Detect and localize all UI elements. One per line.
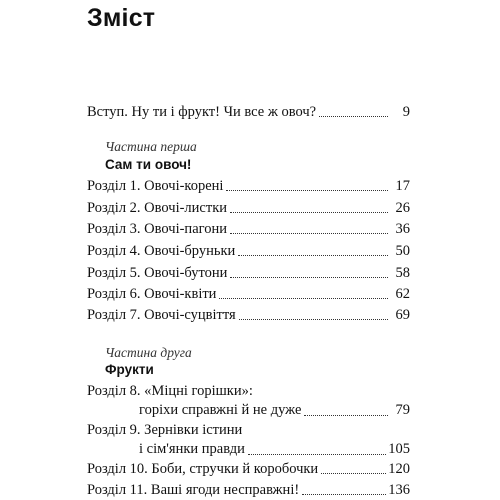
chapter-label: Розділ 2. Овочі-листки bbox=[87, 200, 228, 216]
chapter-label: Розділ 4. Овочі-бруньки bbox=[87, 243, 236, 259]
intro-text: Ну ти і фрукт! Чи все ж овоч? bbox=[131, 104, 317, 120]
page-number: 69 bbox=[395, 307, 410, 323]
leader-dots bbox=[248, 454, 386, 455]
page-number: 50 bbox=[395, 243, 410, 259]
toc-entry-chapter-4[interactable] bbox=[87, 243, 410, 260]
toc-entry-chapter-10[interactable] bbox=[87, 461, 410, 478]
toc-entry-chapter-11[interactable] bbox=[87, 482, 410, 499]
toc-entry-chapter-9[interactable] bbox=[87, 421, 410, 459]
page-title: Зміст bbox=[87, 4, 156, 32]
leader-dots bbox=[226, 190, 388, 191]
page-number: 26 bbox=[395, 200, 410, 216]
page-number: 105 bbox=[388, 441, 410, 457]
toc-entry-chapter-5[interactable] bbox=[87, 265, 410, 282]
page-number: 58 bbox=[395, 265, 410, 281]
chapter-label-continued: і сім'янки правди bbox=[139, 441, 245, 457]
page-number: 62 bbox=[395, 286, 410, 302]
toc-entry-chapter-8[interactable] bbox=[87, 382, 410, 420]
leader-dots bbox=[230, 277, 388, 278]
intro-label: Вступ. bbox=[87, 104, 128, 120]
chapter-label: Розділ 9. Зернівки істини bbox=[87, 422, 243, 438]
part-two-label: Частина друга bbox=[105, 345, 192, 360]
chapter-label: Розділ 10. Боби, стручки й коробочки bbox=[87, 461, 319, 477]
toc-entry-chapter-2[interactable] bbox=[87, 200, 410, 217]
chapter-label: Розділ 1. Овочі-корені bbox=[87, 178, 224, 194]
page-number: 17 bbox=[395, 178, 410, 194]
part-one-label: Частина перша bbox=[105, 139, 197, 154]
leader-dots bbox=[239, 319, 388, 320]
page-number: 36 bbox=[395, 221, 410, 237]
part-two-title: Фрукти bbox=[105, 362, 154, 377]
leader-dots bbox=[302, 494, 386, 495]
leader-dots bbox=[304, 415, 388, 416]
page-number: 136 bbox=[388, 482, 410, 498]
chapter-label: Розділ 8. «Міцні горішки»: bbox=[87, 383, 253, 399]
leader-dots bbox=[321, 473, 386, 474]
page-number: 9 bbox=[402, 104, 410, 120]
leader-dots bbox=[219, 298, 388, 299]
chapter-label: Розділ 11. Ваші ягоди несправжні! bbox=[87, 482, 300, 498]
toc-entry-chapter-3[interactable] bbox=[87, 221, 410, 238]
chapter-label-continued: горіхи справжні й не дуже bbox=[139, 402, 302, 418]
part-one-title: Сам ти овоч! bbox=[105, 157, 192, 172]
toc-entry-chapter-6[interactable] bbox=[87, 286, 410, 303]
table-of-contents bbox=[87, 0, 410, 500]
leader-dots bbox=[319, 116, 388, 117]
page-number: 79 bbox=[395, 402, 410, 418]
page-number: 120 bbox=[388, 461, 410, 477]
leader-dots bbox=[230, 212, 388, 213]
toc-entry-chapter-1[interactable] bbox=[87, 178, 410, 195]
chapter-label: Розділ 7. Овочі-суцвіття bbox=[87, 307, 236, 323]
chapter-label: Розділ 6. Овочі-квіти bbox=[87, 286, 217, 302]
toc-entry-intro[interactable] bbox=[87, 104, 410, 121]
chapter-label: Розділ 3. Овочі-пагони bbox=[87, 221, 227, 237]
leader-dots bbox=[238, 255, 388, 256]
chapter-label: Розділ 5. Овочі-бутони bbox=[87, 265, 228, 281]
toc-entry-chapter-7[interactable] bbox=[87, 307, 410, 324]
leader-dots bbox=[230, 233, 388, 234]
